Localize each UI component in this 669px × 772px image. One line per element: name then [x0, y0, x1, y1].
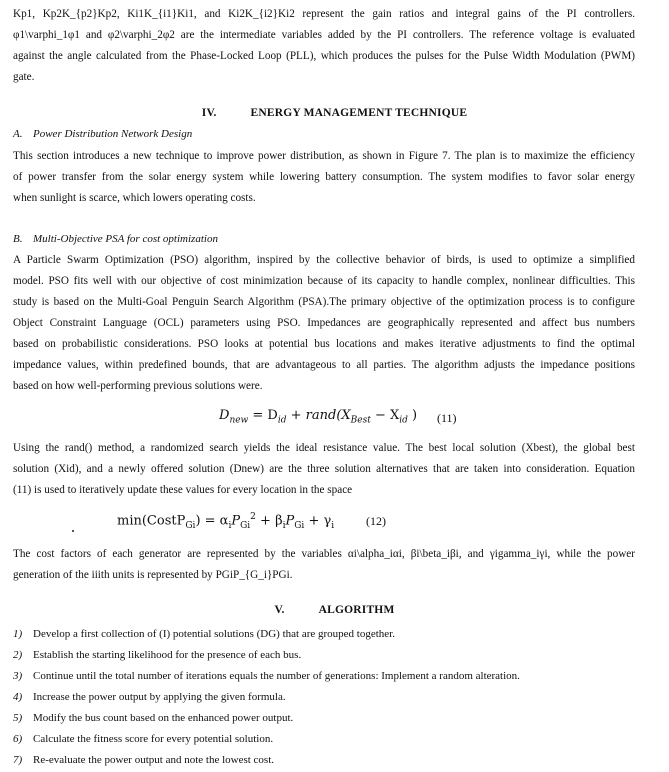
paragraph-line: solution (Xid), and a newly offered solution (Dnew) are the three solution alternatives that are taken into consideration. Equation [13, 463, 635, 475]
section-heading-iv [0, 107, 669, 119]
equation-12: min(CostP$_{Gi}$) = $\alpha_iP_{Gi}^2 + \beta_iP_{Gi} + \gamma_i$ [117, 512, 335, 531]
paragraph-line: (11) is used to iteratively update these values for every location in the space [13, 484, 353, 496]
pi-controller-paragraph [13, 4, 635, 88]
paragraph-line: when sunlight is scarce, which lowers operating costs. [13, 192, 256, 204]
algorithm-steps-list [13, 624, 520, 771]
pso-paragraph [13, 250, 635, 397]
subsection-title: Power Distribution Network Design [33, 128, 193, 140]
paragraph-line: φ1\varphi_1φ1 and φ2\varphi_2φ2 are the intermediate variables added by the PI controllers. The reference voltage is evaluated [13, 29, 635, 41]
paragraph-line: This section introduces a new technique to improve power distribution, as shown in Figure 7. The plan is to maximize the efficiency [13, 150, 635, 162]
subsection-letter: B. [13, 233, 23, 245]
section-number: IV. [201, 107, 217, 119]
list-item: 4) Increase the power output by applying the given formula. [13, 691, 286, 703]
cost-factors-paragraph [13, 544, 635, 586]
equation-number: (12) [366, 514, 386, 528]
list-item: 6) Calculate the fitness score for every potential solution. [13, 733, 274, 745]
section-number: V. [274, 604, 285, 616]
section-heading-v [0, 604, 669, 616]
subsection-heading-a [13, 128, 192, 140]
equation-11: $D_{new} = D_{id}$ + $rand(X_{Best} - X_{id}$ ) [219, 408, 418, 426]
paragraph-line: The cost factors of each generator are represented by the variables αi\alpha_iαi, βi\beta_iβi, and γigamma_iγi, while the power [13, 548, 635, 560]
paragraph-line: A Particle Swarm Optimization (PSO) algorithm, inspired by the collective behavior of birds, is used to optimize a simplified [13, 254, 635, 266]
list-item: 2) Establish the starting likelihood for the presence of each bus. [13, 649, 302, 661]
section-title: ALGORITHM [318, 604, 395, 616]
rand-method-paragraph [13, 438, 635, 501]
paragraph-line: of power transfer from the solar energy system while lowering battery consumption. The system modifies to favor solar energy [13, 171, 635, 183]
subsection-letter: A. [13, 128, 23, 140]
list-item: 1) Develop a first collection of (I) potential solutions (DG) that are grouped together. [13, 628, 395, 640]
subsection-title: Multi-Objective PSA for cost optimization [33, 233, 218, 245]
paragraph-line: impedance values, within predefined bounds, that are advantageous to all parties. The algorithm adjusts the impedance positions [13, 359, 635, 371]
paragraph-line: study is based on the Multi-Goal Penguin Search Algorithm (PSA).The primary objective of the optimization process is to configure [13, 296, 635, 308]
equation-number: (11) [437, 411, 457, 425]
paragraph-line: Object Constraint Language (OCL) parameters using PSO. Impedances are geographically represented and affect bus numbers [13, 317, 635, 329]
list-item: 7) Re-evaluate the power output and note the lowest cost. [13, 754, 275, 766]
paragraph-line: Using the rand() method, a randomized search yields the ideal resistance value. The best local solution (Xbest), the global best [13, 442, 635, 454]
list-item: 5) Modify the bus count based on the enhanced power output. [13, 712, 294, 724]
list-item: 3) Continue until the total number of iterations equals the number of generations: Implement a random alteration. [13, 670, 520, 682]
paragraph-line: based on probabilistic considerations. PSO looks at potential bus locations and makes iterative adjustments to find the optimal [13, 338, 635, 350]
paragraph-line: model. PSO fits well with our objective of cost minimization because of its capacity to handle complex, nonlinear difficulties. This [13, 275, 635, 287]
paragraph-line: against the angle calculated from the Phase-Locked Loop (PLL), which produces the pulses for the Pulse Width Modulation (PWM) [13, 50, 635, 62]
power-distribution-paragraph [13, 146, 635, 209]
paragraph-line: gate. [13, 71, 35, 83]
section-title: ENERGY MANAGEMENT TECHNIQUE [250, 107, 468, 119]
paragraph-line: Kp1, Kp2K_{p2}Kp2, Ki1K_{i1}Ki1, and Ki2K_{i2}Ki2 represent the gain ratios and integral gains of the PI controllers. [13, 8, 635, 20]
paragraph-line: generation of the iiith units is represented by PGiP_{G_i}PGi. [13, 569, 293, 581]
paragraph-line: based on how well-performing previous solutions were. [13, 380, 263, 392]
subsection-heading-b [13, 233, 218, 245]
stray-mark [72, 530, 74, 532]
